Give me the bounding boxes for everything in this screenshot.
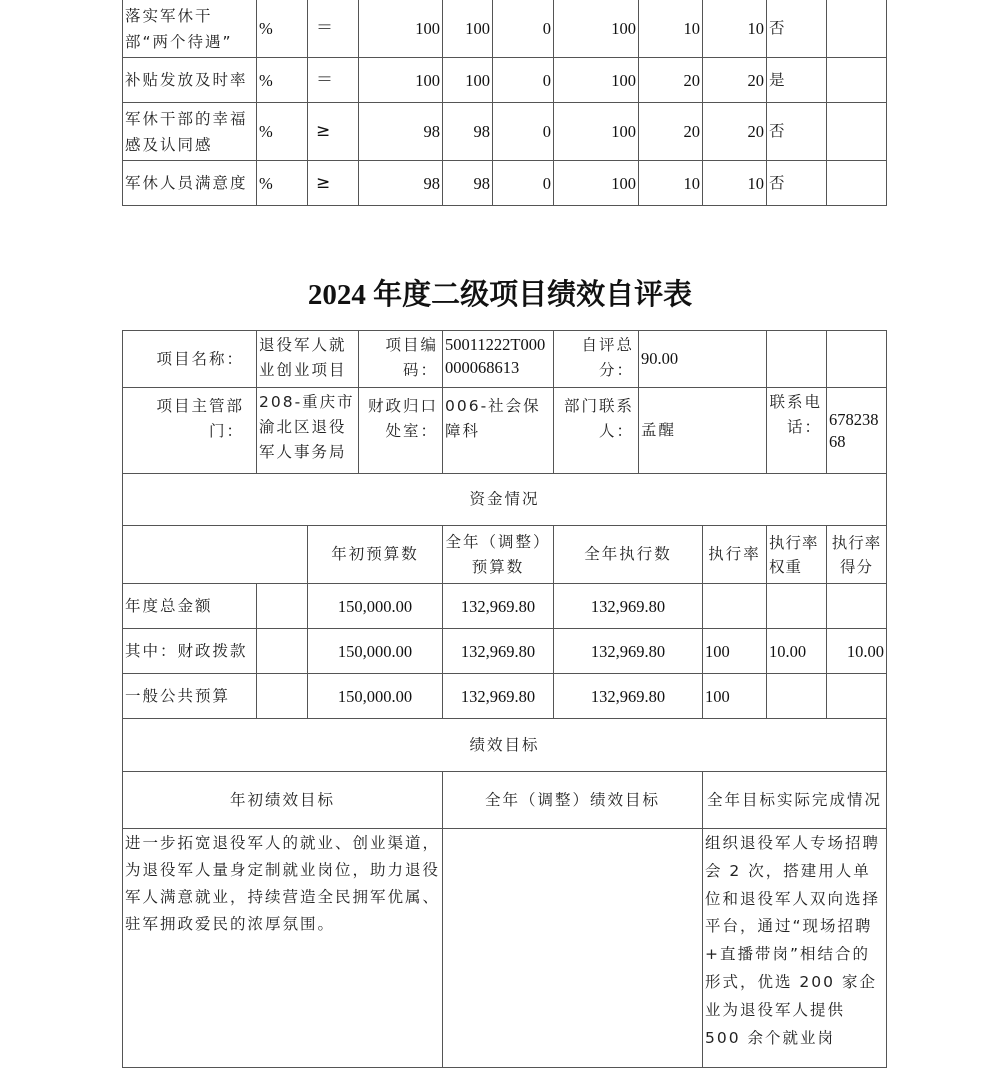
indicator-deviation: 0 bbox=[492, 102, 554, 161]
indicator-note bbox=[826, 57, 887, 103]
indicator-deviation: 0 bbox=[492, 160, 554, 206]
indicator-unit: % bbox=[256, 102, 308, 161]
funds-row-label: 年度总金额 bbox=[122, 583, 257, 629]
indicator-operator: ≥ bbox=[307, 160, 359, 206]
phone-value: 67823868 bbox=[826, 387, 887, 474]
funds-score bbox=[826, 673, 887, 719]
project-name-label: 项目名称： bbox=[122, 330, 257, 388]
funds-score: 10.00 bbox=[826, 628, 887, 674]
indicator-weight: 20 bbox=[638, 102, 703, 161]
adjusted-goal-text bbox=[442, 828, 703, 1068]
funds-adjusted: 132,969.80 bbox=[442, 583, 554, 629]
indicator-flag: 是 bbox=[766, 57, 827, 103]
actual-completion-text: 组织退役军人专场招聘会 2 次，搭建用人单位和退役军人双向选择平台，通过“现场招聘+直播带岗”相结合的形式，优选 200 家企业为退役军人提供 500 余个就业岗 bbox=[702, 828, 887, 1068]
indicator-weight: 10 bbox=[638, 0, 703, 58]
dept-label: 项目主管部门： bbox=[122, 387, 257, 474]
goals-header-initial: 年初绩效目标 bbox=[122, 771, 443, 829]
indicator-rate: 100 bbox=[553, 57, 639, 103]
empty-cell bbox=[766, 330, 827, 388]
funds-row-label: 其中：财政拨款 bbox=[122, 628, 257, 674]
indicator-score: 20 bbox=[702, 57, 767, 103]
indicator-target: 100 bbox=[358, 0, 443, 58]
funds-executed: 132,969.80 bbox=[553, 583, 703, 629]
indicator-target: 98 bbox=[358, 102, 443, 161]
indicator-score: 10 bbox=[702, 160, 767, 206]
indicator-name: 军休干部的幸福感及认同感 bbox=[122, 102, 257, 161]
funds-executed: 132,969.80 bbox=[553, 628, 703, 674]
indicator-note bbox=[826, 102, 887, 161]
indicator-weight: 20 bbox=[638, 57, 703, 103]
funds-rate: 100 bbox=[702, 673, 767, 719]
funds-rate bbox=[702, 583, 767, 629]
indicator-note bbox=[826, 160, 887, 206]
funds-executed: 132,969.80 bbox=[553, 673, 703, 719]
indicator-unit: % bbox=[256, 160, 308, 206]
indicator-operator: ≥ bbox=[307, 102, 359, 161]
funds-weight bbox=[766, 583, 827, 629]
funds-adjusted: 132,969.80 bbox=[442, 673, 554, 719]
indicator-unit: % bbox=[256, 57, 308, 103]
funds-row-label: 一般公共预算 bbox=[122, 673, 257, 719]
funds-header-initial: 年初预算数 bbox=[307, 525, 443, 584]
goals-header-adjusted: 全年（调整）绩效目标 bbox=[442, 771, 703, 829]
indicator-deviation: 0 bbox=[492, 0, 554, 58]
indicator-unit: % bbox=[256, 0, 308, 58]
funds-header-score: 执行率得分 bbox=[826, 525, 887, 584]
funds-section-title: 资金情况 bbox=[122, 473, 887, 526]
self-score-label: 自评总分： bbox=[553, 330, 639, 388]
funds-header-blank bbox=[122, 525, 308, 584]
goals-header-actual: 全年目标实际完成情况 bbox=[702, 771, 887, 829]
indicator-rate: 100 bbox=[553, 0, 639, 58]
indicator-actual: 98 bbox=[442, 102, 493, 161]
funds-initial: 150,000.00 bbox=[307, 673, 443, 719]
indicator-name: 军休人员满意度 bbox=[122, 160, 257, 206]
project-code-label: 项目编码： bbox=[358, 330, 443, 388]
indicator-score: 20 bbox=[702, 102, 767, 161]
self-score-value: 90.00 bbox=[638, 330, 767, 388]
funds-rate: 100 bbox=[702, 628, 767, 674]
dept-value: 208-重庆市渝北区退役军人事务局 bbox=[256, 387, 359, 474]
funds-header-adjusted: 全年（调整）预算数 bbox=[442, 525, 554, 584]
indicator-rate: 100 bbox=[553, 102, 639, 161]
indicator-actual: 98 bbox=[442, 160, 493, 206]
indicator-note bbox=[826, 0, 887, 58]
empty-cell bbox=[256, 583, 308, 629]
indicator-actual: 100 bbox=[442, 0, 493, 58]
indicator-operator: ＝ bbox=[307, 57, 359, 103]
goals-section-title: 绩效目标 bbox=[122, 718, 887, 772]
funds-header-weight: 执行率权重 bbox=[766, 525, 827, 584]
empty-cell bbox=[256, 673, 308, 719]
finance-office-value: 006-社会保障科 bbox=[442, 387, 554, 474]
funds-header-rate: 执行率 bbox=[702, 525, 767, 584]
indicator-name: 落实军休干部“两个待遇” bbox=[122, 0, 257, 58]
indicator-actual: 100 bbox=[442, 57, 493, 103]
indicator-weight: 10 bbox=[638, 160, 703, 206]
contact-value: 孟醒 bbox=[638, 387, 767, 474]
project-code-value: 50011222T000000068613 bbox=[442, 330, 554, 388]
project-name-value: 退役军人就业创业项目 bbox=[256, 330, 359, 388]
contact-label: 部门联系人： bbox=[553, 387, 639, 474]
phone-label: 联系电话： bbox=[766, 387, 827, 474]
funds-initial: 150,000.00 bbox=[307, 628, 443, 674]
funds-weight bbox=[766, 673, 827, 719]
indicator-deviation: 0 bbox=[492, 57, 554, 103]
funds-adjusted: 132,969.80 bbox=[442, 628, 554, 674]
indicator-operator: ＝ bbox=[307, 0, 359, 58]
funds-initial: 150,000.00 bbox=[307, 583, 443, 629]
indicator-flag: 否 bbox=[766, 160, 827, 206]
funds-weight: 10.00 bbox=[766, 628, 827, 674]
indicator-score: 10 bbox=[702, 0, 767, 58]
indicator-flag: 否 bbox=[766, 0, 827, 58]
indicator-target: 100 bbox=[358, 57, 443, 103]
indicator-rate: 100 bbox=[553, 160, 639, 206]
finance-office-label: 财政归口处室： bbox=[358, 387, 443, 474]
funds-header-executed: 全年执行数 bbox=[553, 525, 703, 584]
indicator-name: 补贴发放及时率 bbox=[122, 57, 257, 103]
indicator-target: 98 bbox=[358, 160, 443, 206]
indicator-flag: 否 bbox=[766, 102, 827, 161]
page-title: 2024 年度二级项目绩效自评表 bbox=[307, 279, 693, 311]
empty-cell bbox=[826, 330, 887, 388]
empty-cell bbox=[256, 628, 308, 674]
initial-goal-text: 进一步拓宽退役军人的就业、创业渠道，为退役军人量身定制就业岗位，助力退役军人满意就业，持续营造全民拥军优属、驻军拥政爱民的浓厚氛围。 bbox=[122, 828, 443, 1068]
funds-score bbox=[826, 583, 887, 629]
